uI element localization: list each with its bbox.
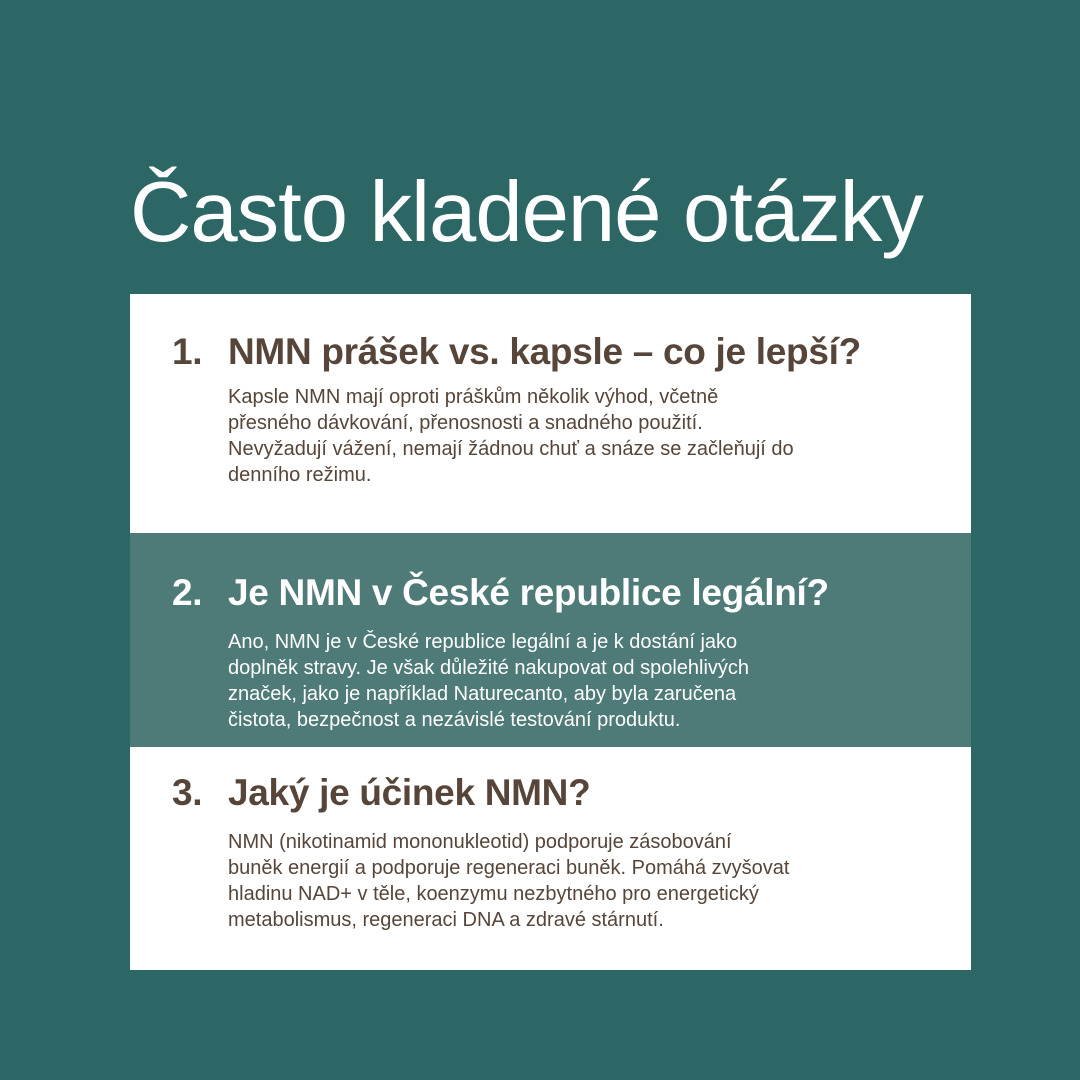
answer-line: čistota, bezpečnost a nezávislé testování produktu. xyxy=(228,709,681,731)
question-title: Jaký je účinek NMN? xyxy=(228,772,591,813)
page-title: Často kladené otázky xyxy=(130,165,923,260)
answer-text xyxy=(228,629,945,733)
answer-line: přesného dávkování, přenosnosti a snadného použití. xyxy=(228,412,703,434)
faq-item-content xyxy=(228,771,945,933)
answer-line: Kapsle NMN mají oproti práškům několik výhod, včetně xyxy=(228,386,719,408)
answer-line: denního režimu. xyxy=(228,464,372,486)
answer-line: buněk energií a podporuje regeneraci buněk. Pomáhá zvyšovat xyxy=(228,857,790,879)
answer-line: metabolismus, regeneraci DNA a zdravé stárnutí. xyxy=(228,909,664,931)
faq-item-content xyxy=(228,571,945,733)
faq-item-content xyxy=(228,330,945,488)
answer-line: Nevyžadují vážení, nemají žádnou chuť a snáze se začleňují do xyxy=(228,438,794,460)
question-title: Je NMN v České republice legální? xyxy=(228,572,829,613)
answer-line: Ano, NMN je v České republice legální a je k dostání jako xyxy=(228,631,738,653)
answer-text xyxy=(228,384,945,488)
question-number: 2. xyxy=(172,572,203,613)
faq-item-1 xyxy=(130,294,971,533)
question-number: 3. xyxy=(172,772,203,813)
answer-text xyxy=(228,829,945,933)
answer-line: doplněk stravy. Je však důležité nakupovat od spolehlivých xyxy=(228,657,750,679)
question-number: 1. xyxy=(172,331,203,372)
answer-line: NMN (nikotinamid mononukleotid) podporuje zásobování xyxy=(228,831,732,853)
answer-line: značek, jako je například Naturecanto, aby byla zaručena xyxy=(228,683,737,705)
answer-line: hladinu NAD+ v těle, koenzymu nezbytného pro energetický xyxy=(228,883,759,905)
faq-item-2-highlighted xyxy=(130,533,971,747)
question-title: NMN prášek vs. kapsle – co je lepší? xyxy=(228,331,861,372)
faq-item-3 xyxy=(130,747,971,970)
faq-card xyxy=(130,294,971,970)
